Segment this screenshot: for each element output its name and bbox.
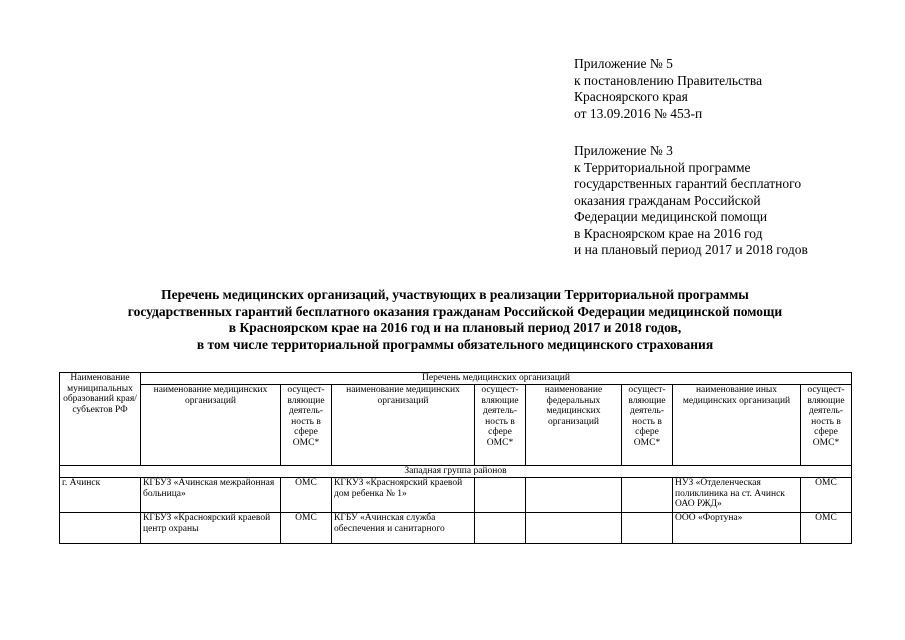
col-header: наименование медицинских организаций: [141, 385, 281, 466]
title-line: в Красноярском крае на 2016 год и на плановый период 2017 и 2018 годов,: [228, 320, 682, 335]
document-title: [60, 287, 850, 353]
municipality-header: Наименование муниципальных образований края/субъектов РФ: [60, 373, 141, 466]
organizations-table: [59, 372, 852, 544]
table-row: [60, 513, 852, 544]
appendix-3-line: и на плановый период 2017 и 2018 годов: [574, 242, 808, 257]
org-name-cell: КГБУЗ «Красноярский краевой центр охраны: [141, 513, 281, 544]
appendix-3-line: Приложение № 3: [574, 143, 673, 158]
appendix-5-line: к постановлению Правительства: [574, 72, 763, 88]
appendix-3-line: Федерации медицинской помощи: [574, 209, 768, 224]
appendix-5-line: от 13.09.2016 № 453-п: [574, 105, 703, 121]
col-header: осущест-вляющие деятель-ность в сфере ОМС*: [622, 385, 673, 466]
col-header: наименование медицинских организаций: [332, 385, 475, 466]
group-header: Западная группа районов: [60, 466, 852, 478]
appendix-3-block: [574, 143, 808, 259]
oms-cell: ОМС: [801, 513, 852, 544]
appendix-3-line: государственных гарантий бесплатного: [574, 176, 802, 191]
federal-org-cell: [526, 513, 622, 544]
col-header: наименование иных медицинских организаций: [673, 385, 801, 466]
oms-cell: [475, 478, 526, 513]
appendix-3-line: к Территориальной программе: [574, 159, 751, 175]
appendix-3-line: оказания гражданам Российской: [574, 192, 761, 208]
oms-cell: [622, 513, 673, 544]
title-line: в том числе территориальной программы обязательного медицинского страхования: [196, 336, 714, 352]
col-header: наименование федеральных медицинских организаций: [526, 385, 622, 466]
org-name-cell: КГБУ «Ачинская служба обеспечения и санитарного: [332, 513, 475, 544]
oms-cell: [622, 478, 673, 513]
appendix-5-block: [574, 56, 762, 122]
oms-cell: [475, 513, 526, 544]
appendix-5-line: Красноярского края: [574, 89, 688, 104]
table-row: [60, 478, 852, 513]
title-line: государственных гарантий бесплатного оказания гражданам Российской Федерации медицинской помощи: [127, 303, 783, 319]
col-header: осущест-вляющие деятель-ность в сфере ОМС*: [281, 385, 332, 466]
org-name-cell: КГКУЗ «Красноярский краевой дом ребенка № 1»: [332, 478, 475, 513]
appendix-3-line: в Красноярском крае на 2016 год: [574, 225, 763, 241]
oms-cell: ОМС: [281, 513, 332, 544]
municipality-cell: г. Ачинск: [60, 478, 141, 513]
municipality-cell: [60, 513, 141, 544]
org-list-header: Перечень медицинских организаций: [141, 373, 852, 385]
org-name-cell: КГБУЗ «Ачинская межрайонная больница»: [141, 478, 281, 513]
other-org-cell: НУЗ «Отделенческая поликлиника на ст. Ачинск ОАО РЖД»: [673, 478, 801, 513]
federal-org-cell: [526, 478, 622, 513]
col-header: осущест-вляющие деятель-ность в сфере ОМС*: [801, 385, 852, 466]
title-line: Перечень медицинских организаций, участвующих в реализации Территориальной программы: [161, 287, 749, 302]
other-org-cell: ООО «Фортуна»: [673, 513, 801, 544]
col-header: осущест-вляющие деятель-ность в сфере ОМС*: [475, 385, 526, 466]
appendix-5-line: Приложение № 5: [574, 56, 673, 71]
oms-cell: ОМС: [801, 478, 852, 513]
oms-cell: ОМС: [281, 478, 332, 513]
